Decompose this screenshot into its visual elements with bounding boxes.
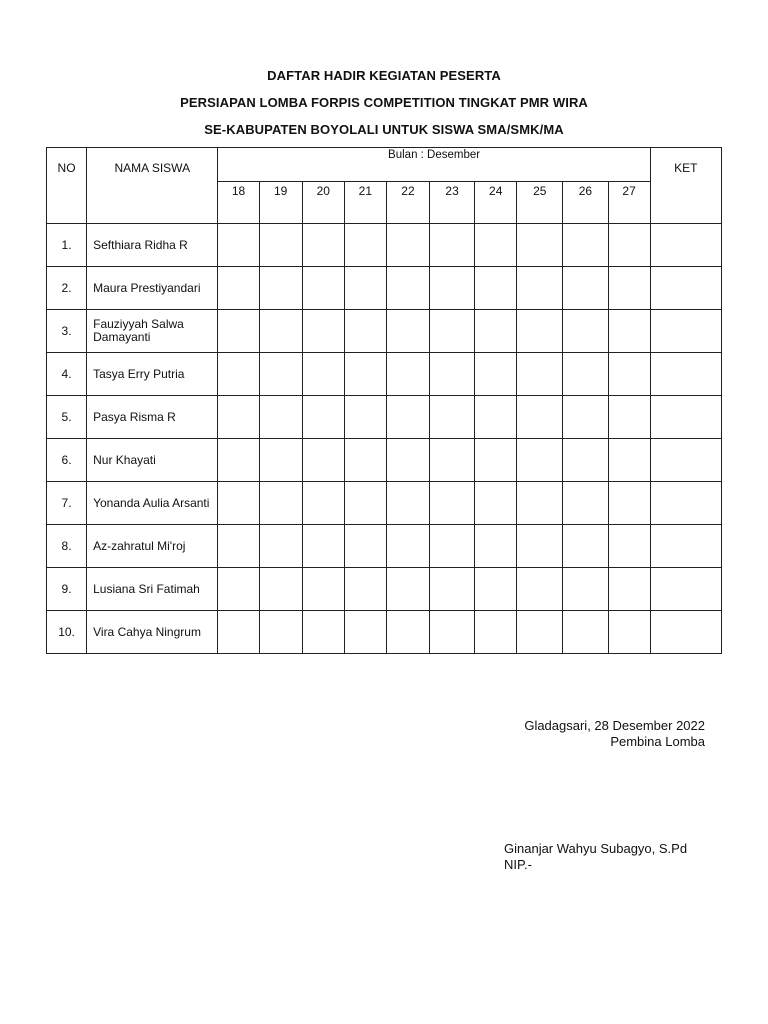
student-name: Fauziyyah Salwa Damayanti	[87, 310, 218, 353]
attendance-cell[interactable]	[302, 396, 344, 439]
attendance-cell[interactable]	[608, 224, 650, 267]
attendance-cell[interactable]	[608, 353, 650, 396]
attendance-cell[interactable]	[475, 224, 517, 267]
student-name: Tasya Erry Putria	[87, 353, 218, 396]
attendance-cell[interactable]	[386, 267, 429, 310]
attendance-cell[interactable]	[344, 482, 386, 525]
attendance-cell[interactable]	[259, 267, 302, 310]
attendance-cell[interactable]	[608, 482, 650, 525]
row-number: 10.	[47, 611, 87, 654]
attendance-cell[interactable]	[302, 482, 344, 525]
table-row	[47, 482, 722, 525]
header-ket: KET	[650, 148, 721, 224]
attendance-cell[interactable]	[386, 224, 429, 267]
attendance-cell[interactable]	[475, 525, 517, 568]
attendance-cell[interactable]	[517, 482, 563, 525]
attendance-cell[interactable]	[218, 611, 259, 654]
table-row	[47, 568, 722, 611]
attendance-cell[interactable]	[259, 396, 302, 439]
attendance-cell[interactable]	[344, 568, 386, 611]
attendance-cell[interactable]	[302, 310, 344, 353]
attendance-cell[interactable]	[430, 353, 475, 396]
student-name: Nur Khayati	[87, 439, 218, 482]
row-number: 4.	[47, 353, 87, 396]
attendance-cell[interactable]	[430, 525, 475, 568]
attendance-cell[interactable]	[563, 482, 608, 525]
table-row	[47, 224, 722, 267]
header-day: 19	[259, 182, 302, 224]
header-day: 23	[430, 182, 475, 224]
row-number: 7.	[47, 482, 87, 525]
attendance-cell[interactable]	[608, 439, 650, 482]
attendance-cell[interactable]	[259, 525, 302, 568]
attendance-cell[interactable]	[344, 396, 386, 439]
row-number: 1.	[47, 224, 87, 267]
header-day: 21	[344, 182, 386, 224]
row-number: 8.	[47, 525, 87, 568]
student-name: Maura Prestiyandari	[87, 267, 218, 310]
document-title: DAFTAR HADIR KEGIATAN PESERTA	[267, 68, 501, 83]
attendance-cell[interactable]	[563, 568, 608, 611]
attendance-cell[interactable]	[517, 267, 563, 310]
row-number: 6.	[47, 439, 87, 482]
ket-cell[interactable]	[650, 439, 721, 482]
header-no: NO	[47, 148, 87, 224]
table-row	[47, 525, 722, 568]
attendance-cell[interactable]	[386, 353, 429, 396]
ket-cell[interactable]	[650, 482, 721, 525]
attendance-cell[interactable]	[563, 611, 608, 654]
attendance-cell[interactable]	[218, 353, 259, 396]
attendance-cell[interactable]	[302, 224, 344, 267]
attendance-cell[interactable]	[475, 310, 517, 353]
signature-nip: NIP.-	[504, 857, 532, 872]
attendance-cell[interactable]	[517, 568, 563, 611]
document-subtitle: PERSIAPAN LOMBA FORPIS COMPETITION TINGKAT PMR WIRA	[180, 95, 588, 110]
header-day: 27	[608, 182, 650, 224]
attendance-cell[interactable]	[259, 611, 302, 654]
attendance-cell[interactable]	[430, 439, 475, 482]
row-number: 3.	[47, 310, 87, 353]
student-name: Az-zahratul Mi'roj	[87, 525, 218, 568]
attendance-cell[interactable]	[386, 310, 429, 353]
attendance-cell[interactable]	[259, 353, 302, 396]
attendance-cell[interactable]	[608, 310, 650, 353]
table-row	[47, 396, 722, 439]
attendance-cell[interactable]	[302, 611, 344, 654]
attendance-cell[interactable]	[517, 439, 563, 482]
table-row	[47, 611, 722, 654]
attendance-cell[interactable]	[475, 439, 517, 482]
attendance-cell[interactable]	[608, 525, 650, 568]
student-name: Lusiana Sri Fatimah	[87, 568, 218, 611]
attendance-cell[interactable]	[563, 396, 608, 439]
ket-cell[interactable]	[650, 310, 721, 353]
attendance-cell[interactable]	[430, 396, 475, 439]
attendance-cell[interactable]	[475, 267, 517, 310]
attendance-cell[interactable]	[259, 310, 302, 353]
attendance-cell[interactable]	[475, 568, 517, 611]
header-month: Bulan : Desember	[218, 148, 650, 182]
document-subtitle-2: SE-KABUPATEN BOYOLALI UNTUK SISWA SMA/SMK/MA	[204, 122, 564, 137]
student-name: Vira Cahya Ningrum	[87, 611, 218, 654]
header-day: 25	[517, 182, 563, 224]
attendance-cell[interactable]	[302, 439, 344, 482]
attendance-cell[interactable]	[517, 396, 563, 439]
header-day: 22	[386, 182, 429, 224]
attendance-cell[interactable]	[517, 353, 563, 396]
attendance-cell[interactable]	[517, 310, 563, 353]
table-row	[47, 310, 722, 353]
row-number: 9.	[47, 568, 87, 611]
ket-cell[interactable]	[650, 396, 721, 439]
attendance-cell[interactable]	[259, 439, 302, 482]
attendance-cell[interactable]	[386, 568, 429, 611]
attendance-cell[interactable]	[563, 224, 608, 267]
attendance-cell[interactable]	[608, 396, 650, 439]
student-name: Sefthiara Ridha R	[87, 224, 218, 267]
row-number: 5.	[47, 396, 87, 439]
attendance-cell[interactable]	[475, 396, 517, 439]
student-name: Yonanda Aulia Arsanti	[87, 482, 218, 525]
table-row	[47, 353, 722, 396]
attendance-cell[interactable]	[430, 568, 475, 611]
attendance-cell[interactable]	[386, 439, 429, 482]
attendance-cell[interactable]	[563, 310, 608, 353]
attendance-cell[interactable]	[302, 267, 344, 310]
ket-cell[interactable]	[650, 525, 721, 568]
attendance-cell[interactable]	[344, 525, 386, 568]
attendance-cell[interactable]	[302, 568, 344, 611]
attendance-cell[interactable]	[475, 611, 517, 654]
attendance-cell[interactable]	[259, 482, 302, 525]
ket-cell[interactable]	[650, 611, 721, 654]
ket-cell[interactable]	[650, 568, 721, 611]
attendance-cell[interactable]	[218, 396, 259, 439]
attendance-cell[interactable]	[344, 611, 386, 654]
student-name: Pasya Risma R	[87, 396, 218, 439]
ket-cell[interactable]	[650, 224, 721, 267]
attendance-cell[interactable]	[517, 224, 563, 267]
attendance-cell[interactable]	[563, 353, 608, 396]
signature-role: Pembina Lomba	[610, 734, 705, 749]
attendance-cell[interactable]	[218, 310, 259, 353]
attendance-cell[interactable]	[608, 267, 650, 310]
attendance-cell[interactable]	[344, 353, 386, 396]
attendance-cell[interactable]	[563, 525, 608, 568]
attendance-cell[interactable]	[430, 310, 475, 353]
attendance-table	[46, 147, 722, 654]
header-day: 26	[563, 182, 608, 224]
attendance-cell[interactable]	[430, 482, 475, 525]
attendance-cell[interactable]	[344, 439, 386, 482]
signature-place-date: Gladagsari, 28 Desember 2022	[524, 718, 705, 733]
table-row	[47, 439, 722, 482]
attendance-cell[interactable]	[302, 525, 344, 568]
attendance-cell[interactable]	[218, 482, 259, 525]
header-day: 24	[475, 182, 517, 224]
header-day: 18	[218, 182, 259, 224]
attendance-cell[interactable]	[563, 267, 608, 310]
row-number: 2.	[47, 267, 87, 310]
attendance-cell[interactable]	[475, 353, 517, 396]
attendance-cell[interactable]	[218, 267, 259, 310]
attendance-cell[interactable]	[430, 224, 475, 267]
attendance-cell[interactable]	[563, 439, 608, 482]
attendance-cell[interactable]	[430, 611, 475, 654]
signature-name: Ginanjar Wahyu Subagyo, S.Pd	[504, 841, 688, 856]
attendance-cell[interactable]	[344, 310, 386, 353]
attendance-cell[interactable]	[386, 611, 429, 654]
ket-cell[interactable]	[650, 353, 721, 396]
header-name: NAMA SISWA	[87, 148, 218, 224]
attendance-cell[interactable]	[302, 353, 344, 396]
attendance-cell[interactable]	[259, 568, 302, 611]
attendance-cell[interactable]	[259, 224, 302, 267]
attendance-cell[interactable]	[218, 439, 259, 482]
ket-cell[interactable]	[650, 267, 721, 310]
attendance-cell[interactable]	[218, 568, 259, 611]
attendance-cell[interactable]	[430, 267, 475, 310]
attendance-cell[interactable]	[517, 611, 563, 654]
attendance-cell[interactable]	[386, 482, 429, 525]
attendance-cell[interactable]	[608, 568, 650, 611]
attendance-cell[interactable]	[608, 611, 650, 654]
attendance-cell[interactable]	[475, 482, 517, 525]
header-day: 20	[302, 182, 344, 224]
attendance-cell[interactable]	[344, 224, 386, 267]
attendance-cell[interactable]	[386, 525, 429, 568]
attendance-cell[interactable]	[218, 525, 259, 568]
attendance-cell[interactable]	[517, 525, 563, 568]
attendance-cell[interactable]	[386, 396, 429, 439]
attendance-cell[interactable]	[218, 224, 259, 267]
attendance-cell[interactable]	[344, 267, 386, 310]
table-row	[47, 267, 722, 310]
